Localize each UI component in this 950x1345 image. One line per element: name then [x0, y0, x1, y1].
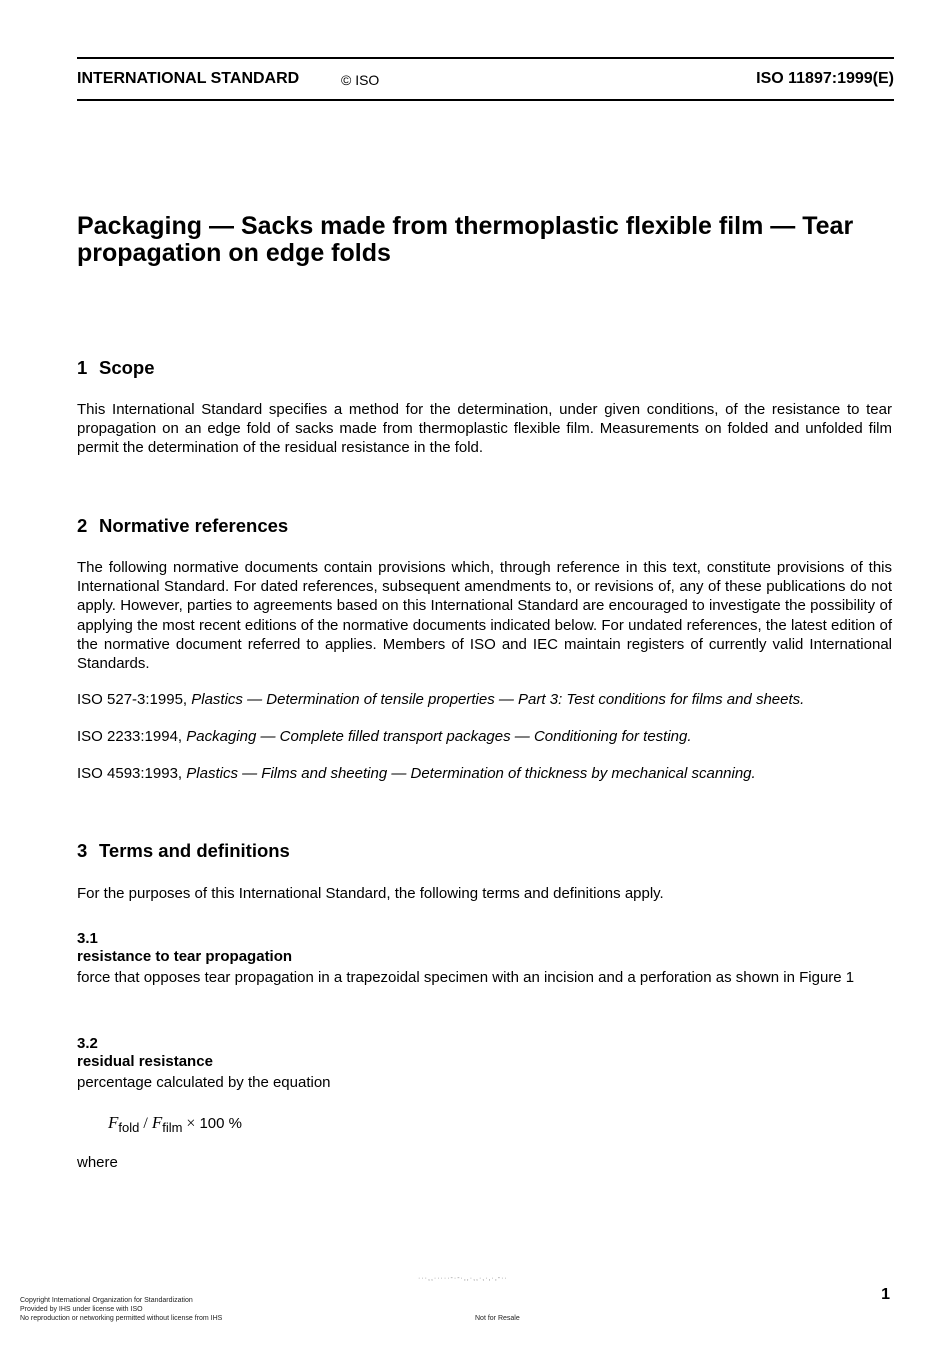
formula-variable: F — [108, 1113, 119, 1132]
header-standard-number: ISO 11897:1999(E) — [756, 70, 894, 87]
section-normative-heading — [77, 515, 288, 537]
footer-not-for-resale: Not for Resale — [475, 1315, 520, 1322]
footer-line: Copyright International Organization for Standardization — [20, 1297, 193, 1304]
reference-item — [77, 764, 892, 783]
reference-item — [77, 727, 892, 746]
term-name: residual resistance — [77, 1053, 213, 1070]
header-standard-label: INTERNATIONAL STANDARD — [77, 70, 300, 87]
reference-code: ISO 4593:1993, — [77, 765, 183, 782]
where-label: where — [77, 1154, 118, 1171]
document-title — [77, 213, 894, 267]
reference-code: ISO 2233:1994, — [77, 728, 183, 745]
title-line-2: propagation on edge folds — [77, 239, 391, 267]
footer-scribble: ···,,·····-·-·,,·,,·,·,·,-·· — [418, 1275, 508, 1282]
footer-line: No reproduction or networking permitted without license from IHS — [20, 1315, 223, 1322]
formula-divide: / — [139, 1115, 152, 1132]
header-top-rule — [77, 57, 894, 59]
term-number: 3.1 — [77, 930, 98, 947]
reference-code: ISO 527-3:1995, — [77, 691, 188, 708]
title-line-1: Packaging — Sacks made from thermoplastic flexible film — Tear — [77, 212, 854, 240]
footer-copyright-block — [20, 1296, 222, 1323]
terms-intro: For the purposes of this International Standard, the following terms and definitions apply. — [77, 885, 664, 902]
section-number: 2 — [77, 515, 88, 536]
term-name: resistance to tear propagation — [77, 948, 293, 965]
reference-title: Packaging — Complete filled transport packages — Conditioning for testing. — [186, 728, 692, 745]
section-scope-heading — [77, 357, 155, 379]
term-definition: percentage calculated by the equation — [77, 1074, 331, 1091]
reference-title: Plastics — Films and sheeting — Determination of thickness by mechanical scanning. — [186, 765, 756, 782]
scope-paragraph: This International Standard specifies a method for the determination, under given conditions, of the resistance to tear propagation on an edge fold of sacks made from thermoplastic flexible film. Measurements on folded and unfolded film permit the determination of the residual resistance in the fold. — [77, 401, 892, 457]
section-number: 1 — [77, 357, 88, 378]
section-title: Terms and definitions — [99, 840, 290, 861]
header-copyright: © ISO — [341, 72, 380, 88]
footer-line: Provided by IHS under license with ISO — [20, 1306, 143, 1313]
section-number: 3 — [77, 840, 88, 861]
normative-paragraph: The following normative documents contain provisions which, through reference in this text, constitute provisions of this International Standard. For dated references, subsequent amendments to, or revisions of, any of these publications do not apply. However, parties to agreements based on this International Standard are encouraged to investigate the possibility of applying the most recent editions of the normative documents indicated below. For undated references, the latest edition of the normative document referred to applies. Members of ISO and IEC maintain registers of currently valid International Standards. — [77, 559, 892, 673]
formula-times: × — [182, 1115, 200, 1132]
section-title: Scope — [99, 357, 155, 378]
residual-resistance-formula — [108, 1113, 242, 1135]
term-number: 3.2 — [77, 1035, 98, 1052]
formula-percentage: 100 % — [199, 1115, 242, 1132]
page-number: 1 — [881, 1286, 890, 1303]
section-title: Normative references — [99, 515, 289, 536]
formula-variable: F — [151, 1113, 163, 1132]
header-bottom-rule — [77, 99, 894, 101]
formula-subscript-fold: fold — [118, 1120, 140, 1135]
reference-item — [77, 690, 892, 709]
formula-subscript-film: film — [162, 1120, 183, 1135]
term-definition: force that opposes tear propagation in a trapezoidal specimen with an incision and a perforation as shown in Figure 1 — [77, 969, 855, 986]
reference-title: Plastics — Determination of tensile properties — Part 3: Test conditions for films and sheets. — [191, 691, 805, 708]
section-terms-heading — [77, 840, 290, 862]
